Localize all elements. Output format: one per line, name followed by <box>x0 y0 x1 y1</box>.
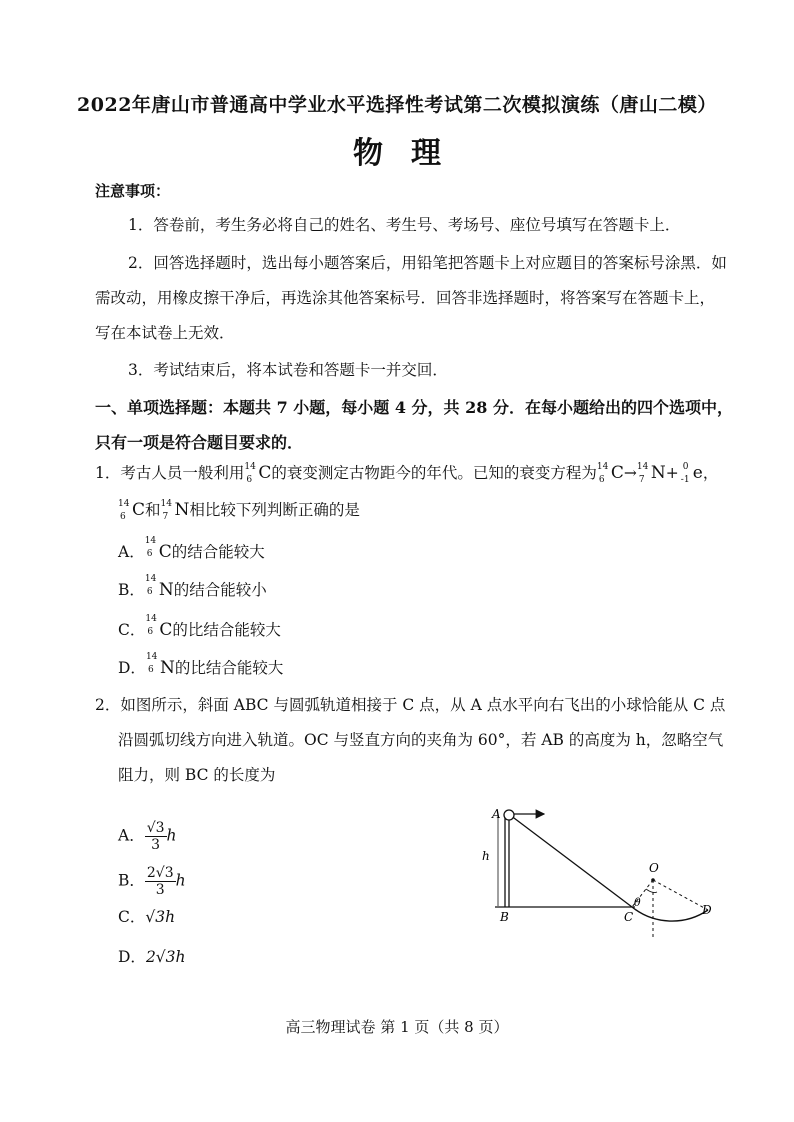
q1-option-a: A． 14 6 C的结合能较大 <box>118 536 265 562</box>
exam-title: 2022年唐山市普通高中学业水平选择性考试第二次模拟演练（唐山二模） <box>77 94 717 116</box>
incline-arc-figure <box>470 800 730 950</box>
electron: 0 -1 <box>680 462 690 485</box>
question-2-line-1: 2．如图所示，斜面 ABC 与圆弧轨道相接于 C 点，从 A 点水平向右飞出的小球恰能从 C 点 <box>95 696 726 714</box>
notes-heading: 注意事项： <box>95 182 171 200</box>
ball <box>504 810 514 820</box>
nuclide-n14-eq: 14 7 <box>636 462 649 485</box>
incline-ac <box>510 815 632 907</box>
q1-prefix: 1．考古人员一般利用 <box>95 464 245 482</box>
q2-option-a: A． $\frac{√3}{3}$ h <box>118 820 177 853</box>
note-item-2-line-3: 写在本试卷上无效． <box>95 324 235 342</box>
label-a: A <box>492 807 501 821</box>
arc-track <box>632 907 708 921</box>
label-b: B <box>500 910 509 924</box>
q2-option-b: B． $\frac{2√3}{3}$ h <box>118 865 186 898</box>
note-item-3: 3．考试结束后，将本试卷和答题卡一并交回． <box>128 361 448 379</box>
section-heading-line-1: 一、单项选择题：本题共 7 小题，每小题 4 分，共 28 分．在每小题给出的四个选项中， <box>95 398 733 417</box>
question-1-line-1: 1．考古人员一般利用 14 6 C的衰变测定古物距今的年代。已知的衰变方程为 14 6 C→ 14 7 N+ 0 -1 e， <box>95 462 719 485</box>
nuclide-c14-l2: 14 6 <box>118 499 130 522</box>
q2-option-d: D．2√3h <box>118 948 186 966</box>
radius-od <box>653 880 708 910</box>
note-item-2-line-1: 2．回答选择题时，选出每小题答案后，用铅笔把答题卡上对应题目的答案标号涂黑．如 <box>128 254 727 272</box>
page-footer: 高三物理试卷 第 1 页（共 8 页） <box>285 1018 509 1036</box>
label-h: h <box>482 849 490 863</box>
question-2-line-3: 阻力，则 BC 的长度为 <box>118 766 276 784</box>
nuclide-n14-l2: 14 7 <box>160 499 172 522</box>
section-heading-line-2: 只有一项是符合题目要求的． <box>95 433 304 452</box>
q1-mid: 的衰变测定古物距今的年代。已知的衰变方程为 <box>271 464 597 482</box>
q1-option-d: D． 14 6 N的比结合能较大 <box>118 652 284 678</box>
subject-title: 物理 <box>353 136 469 171</box>
nuclide-c14: 14 6 <box>244 462 256 485</box>
label-c: C <box>624 910 634 924</box>
nuclide-c14-eq: 14 6 <box>596 462 609 485</box>
q1-option-c: C． 14 6 C的比结合能较大 <box>118 614 281 640</box>
label-d: D <box>702 903 712 917</box>
arrow-symbol: → <box>623 464 637 482</box>
note-item-1: 1．答卷前，考生务必将自己的姓名、考生号、考场号、座位号填写在答题卡上． <box>128 216 681 234</box>
note-item-2-line-2: 需改动，用橡皮擦干净后，再选涂其他答案标号．回答非选择题时，将答案写在答题卡上， <box>95 289 716 307</box>
q1-option-b: B． 14 6 N的结合能较小 <box>118 574 267 600</box>
label-o: O <box>649 861 659 875</box>
label-theta: θ <box>634 896 641 909</box>
question-1-line-2: 14 6 C和 14 7 N相比较下列判断正确的是 <box>118 499 360 522</box>
question-2-line-2: 沿圆弧切线方向进入轨道。OC 与竖直方向的夹角为 60°，若 AB 的高度为 h，忽略空气 <box>118 731 724 749</box>
q2-option-c: C．√3h <box>118 908 176 926</box>
